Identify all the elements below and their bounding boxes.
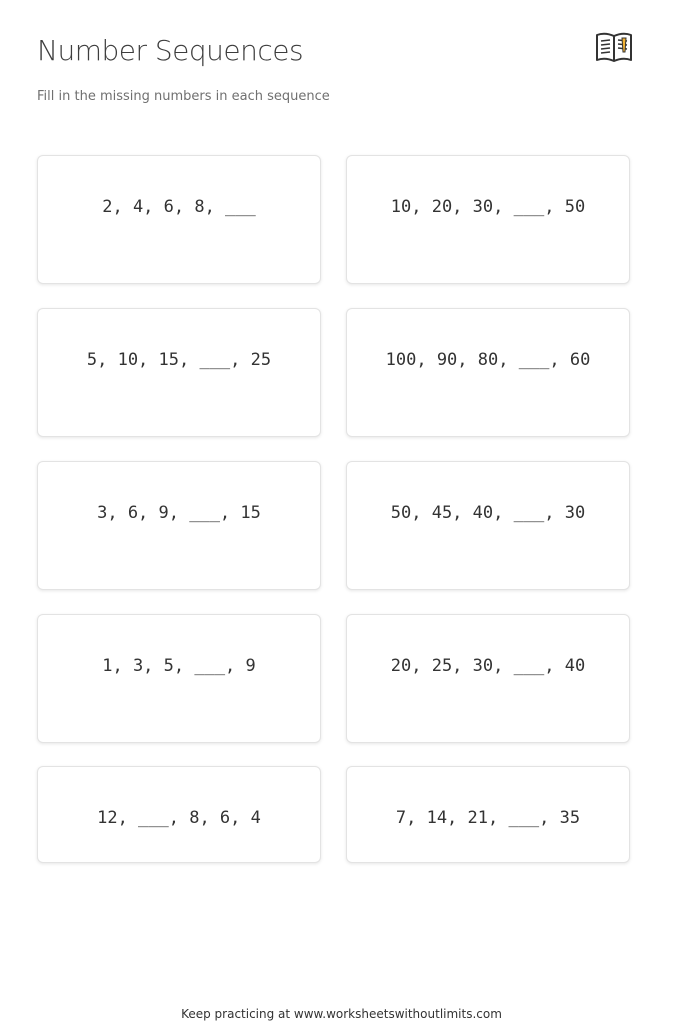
sequence-text: 10, 20, 30, ___, 50	[390, 197, 586, 217]
sequence-card-1	[37, 155, 321, 284]
sequence-card-3	[37, 308, 321, 437]
book-icon	[595, 30, 633, 64]
sequence-text: 20, 25, 30, ___, 40	[390, 656, 586, 676]
footer-text: Keep practicing at www.worksheetswithoutlimits.com	[181, 1007, 502, 1021]
sequence-card-10	[346, 766, 630, 863]
sequence-text: 1, 3, 5, ___, 9	[102, 656, 256, 676]
sequence-card-8	[346, 614, 630, 743]
sequence-text: 12, ___, 8, 6, 4	[97, 808, 261, 828]
sequence-text: 7, 14, 21, ___, 35	[395, 808, 581, 828]
sequence-card-5	[37, 461, 321, 590]
sequence-text: 2, 4, 6, 8, ___	[102, 197, 256, 217]
page-title: Number Sequences	[37, 34, 304, 67]
sequence-card-2	[346, 155, 630, 284]
sequence-card-7	[37, 614, 321, 743]
sequence-card-4	[346, 308, 630, 437]
sequence-card-9	[37, 766, 321, 863]
sequence-text: 50, 45, 40, ___, 30	[390, 503, 586, 523]
sequence-text: 5, 10, 15, ___, 25	[86, 350, 272, 370]
sequence-text: 100, 90, 80, ___, 60	[385, 350, 591, 370]
instructions: Fill in the missing numbers in each sequence	[37, 89, 330, 104]
sequence-text: 3, 6, 9, ___, 15	[97, 503, 261, 523]
sequence-card-6	[346, 461, 630, 590]
